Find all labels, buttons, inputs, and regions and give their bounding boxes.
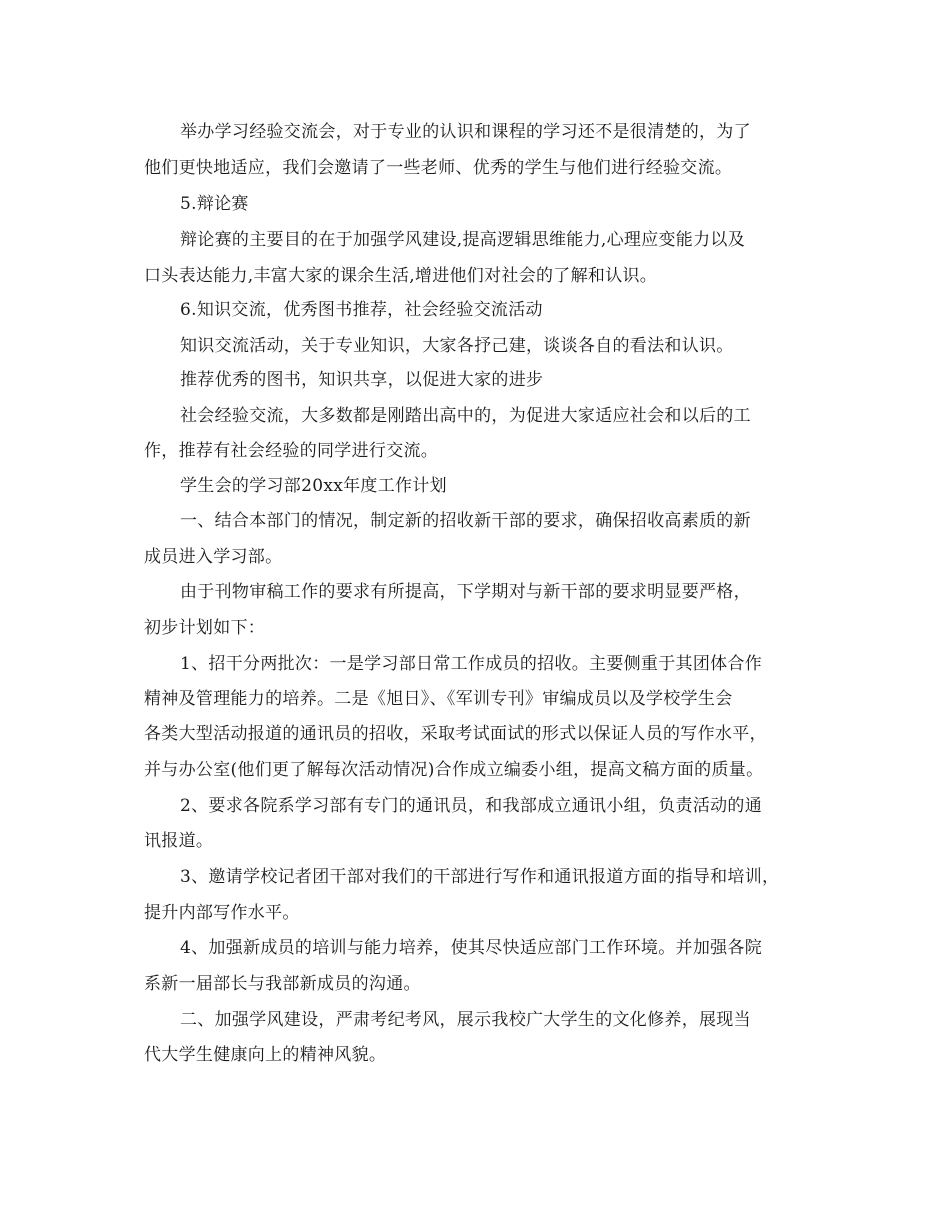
paragraph-line: 推荐优秀的图书，知识共享，以促进大家的进步 [180, 370, 544, 390]
section-heading: 6.知识交流，优秀图书推荐，社会经验交流活动 [180, 300, 543, 320]
paragraph-line: 知识交流活动，关于专业知识，大家各抒己建，谈谈各自的看法和认识。 [180, 336, 734, 356]
paragraph-line: 3、邀请学校记者团干部对我们的干部进行写作和通讯报道方面的指导和培训， [180, 867, 780, 887]
paragraph-line: 4、加强新成员的培训与能力培养，使其尽快适应部门工作环境。并加强各院 [180, 938, 763, 958]
paragraph-line: 由于刊物审稿工作的要求有所提高，下学期对与新干部的要求明显要严格， [180, 582, 751, 602]
paragraph-line: 作，推荐有社会经验的同学进行交流。 [144, 441, 439, 461]
paragraph-line: 提升内部写作水平。 [144, 903, 300, 923]
paragraph-line: 并与办公室(他们更了解每次活动情况)合作成立编委小组，提高文稿方面的质量。 [144, 760, 764, 780]
paragraph-line: 各类大型活动报道的通讯员的招收，采取考试面试的形式以保证人员的写作水平， [144, 724, 767, 744]
paragraph-line: 精神及管理能力的培养。二是《旭日》、《军训专刊》审编成员以及学校学生会 [144, 689, 733, 709]
paragraph-line: 讯报道。 [144, 831, 214, 851]
paragraph-line: 2、要求各院系学习部有专门的通讯员，和我部成立通讯小组，负责活动的通 [180, 796, 763, 816]
paragraph-line: 他们更快地适应，我们会邀请了一些老师、优秀的学生与他们进行经验交流。 [144, 158, 733, 178]
paragraph-line: 二、加强学风建设，严肃考纪考风，展示我校广大学生的文化修养，展现当 [180, 1010, 751, 1030]
paragraph-line: 成员进入学习部。 [144, 547, 283, 567]
section-title: 学生会的学习部20xx年度工作计划 [180, 476, 447, 496]
paragraph-line: 代大学生健康向上的精神风貌。 [144, 1045, 387, 1065]
paragraph-line: 举办学习经验交流会，对于专业的认识和课程的学习还不是很清楚的，为了 [180, 122, 751, 142]
paragraph-line: 一、结合本部门的情况，制定新的招收新干部的要求，确保招收高素质的新 [180, 511, 751, 531]
section-heading: 5.辩论赛 [180, 194, 249, 214]
paragraph-line: 口头表达能力,丰富大家的课余生活,增进他们对社会的了解和认识。 [144, 266, 658, 286]
paragraph-line: 1、招干分两批次：一是学习部日常工作成员的招收。主要侧重于其团体合作 [180, 654, 763, 674]
paragraph-line: 系新一届部长与我部新成员的沟通。 [144, 974, 421, 994]
paragraph-line: 初步计划如下： [144, 618, 266, 638]
paragraph-line: 社会经验交流，大多数都是刚踏出高中的，为促进大家适应社会和以后的工 [180, 406, 751, 426]
paragraph-line: 辩论赛的主要目的在于加强学风建设,提高逻辑思维能力,心理应变能力以及 [180, 230, 746, 250]
